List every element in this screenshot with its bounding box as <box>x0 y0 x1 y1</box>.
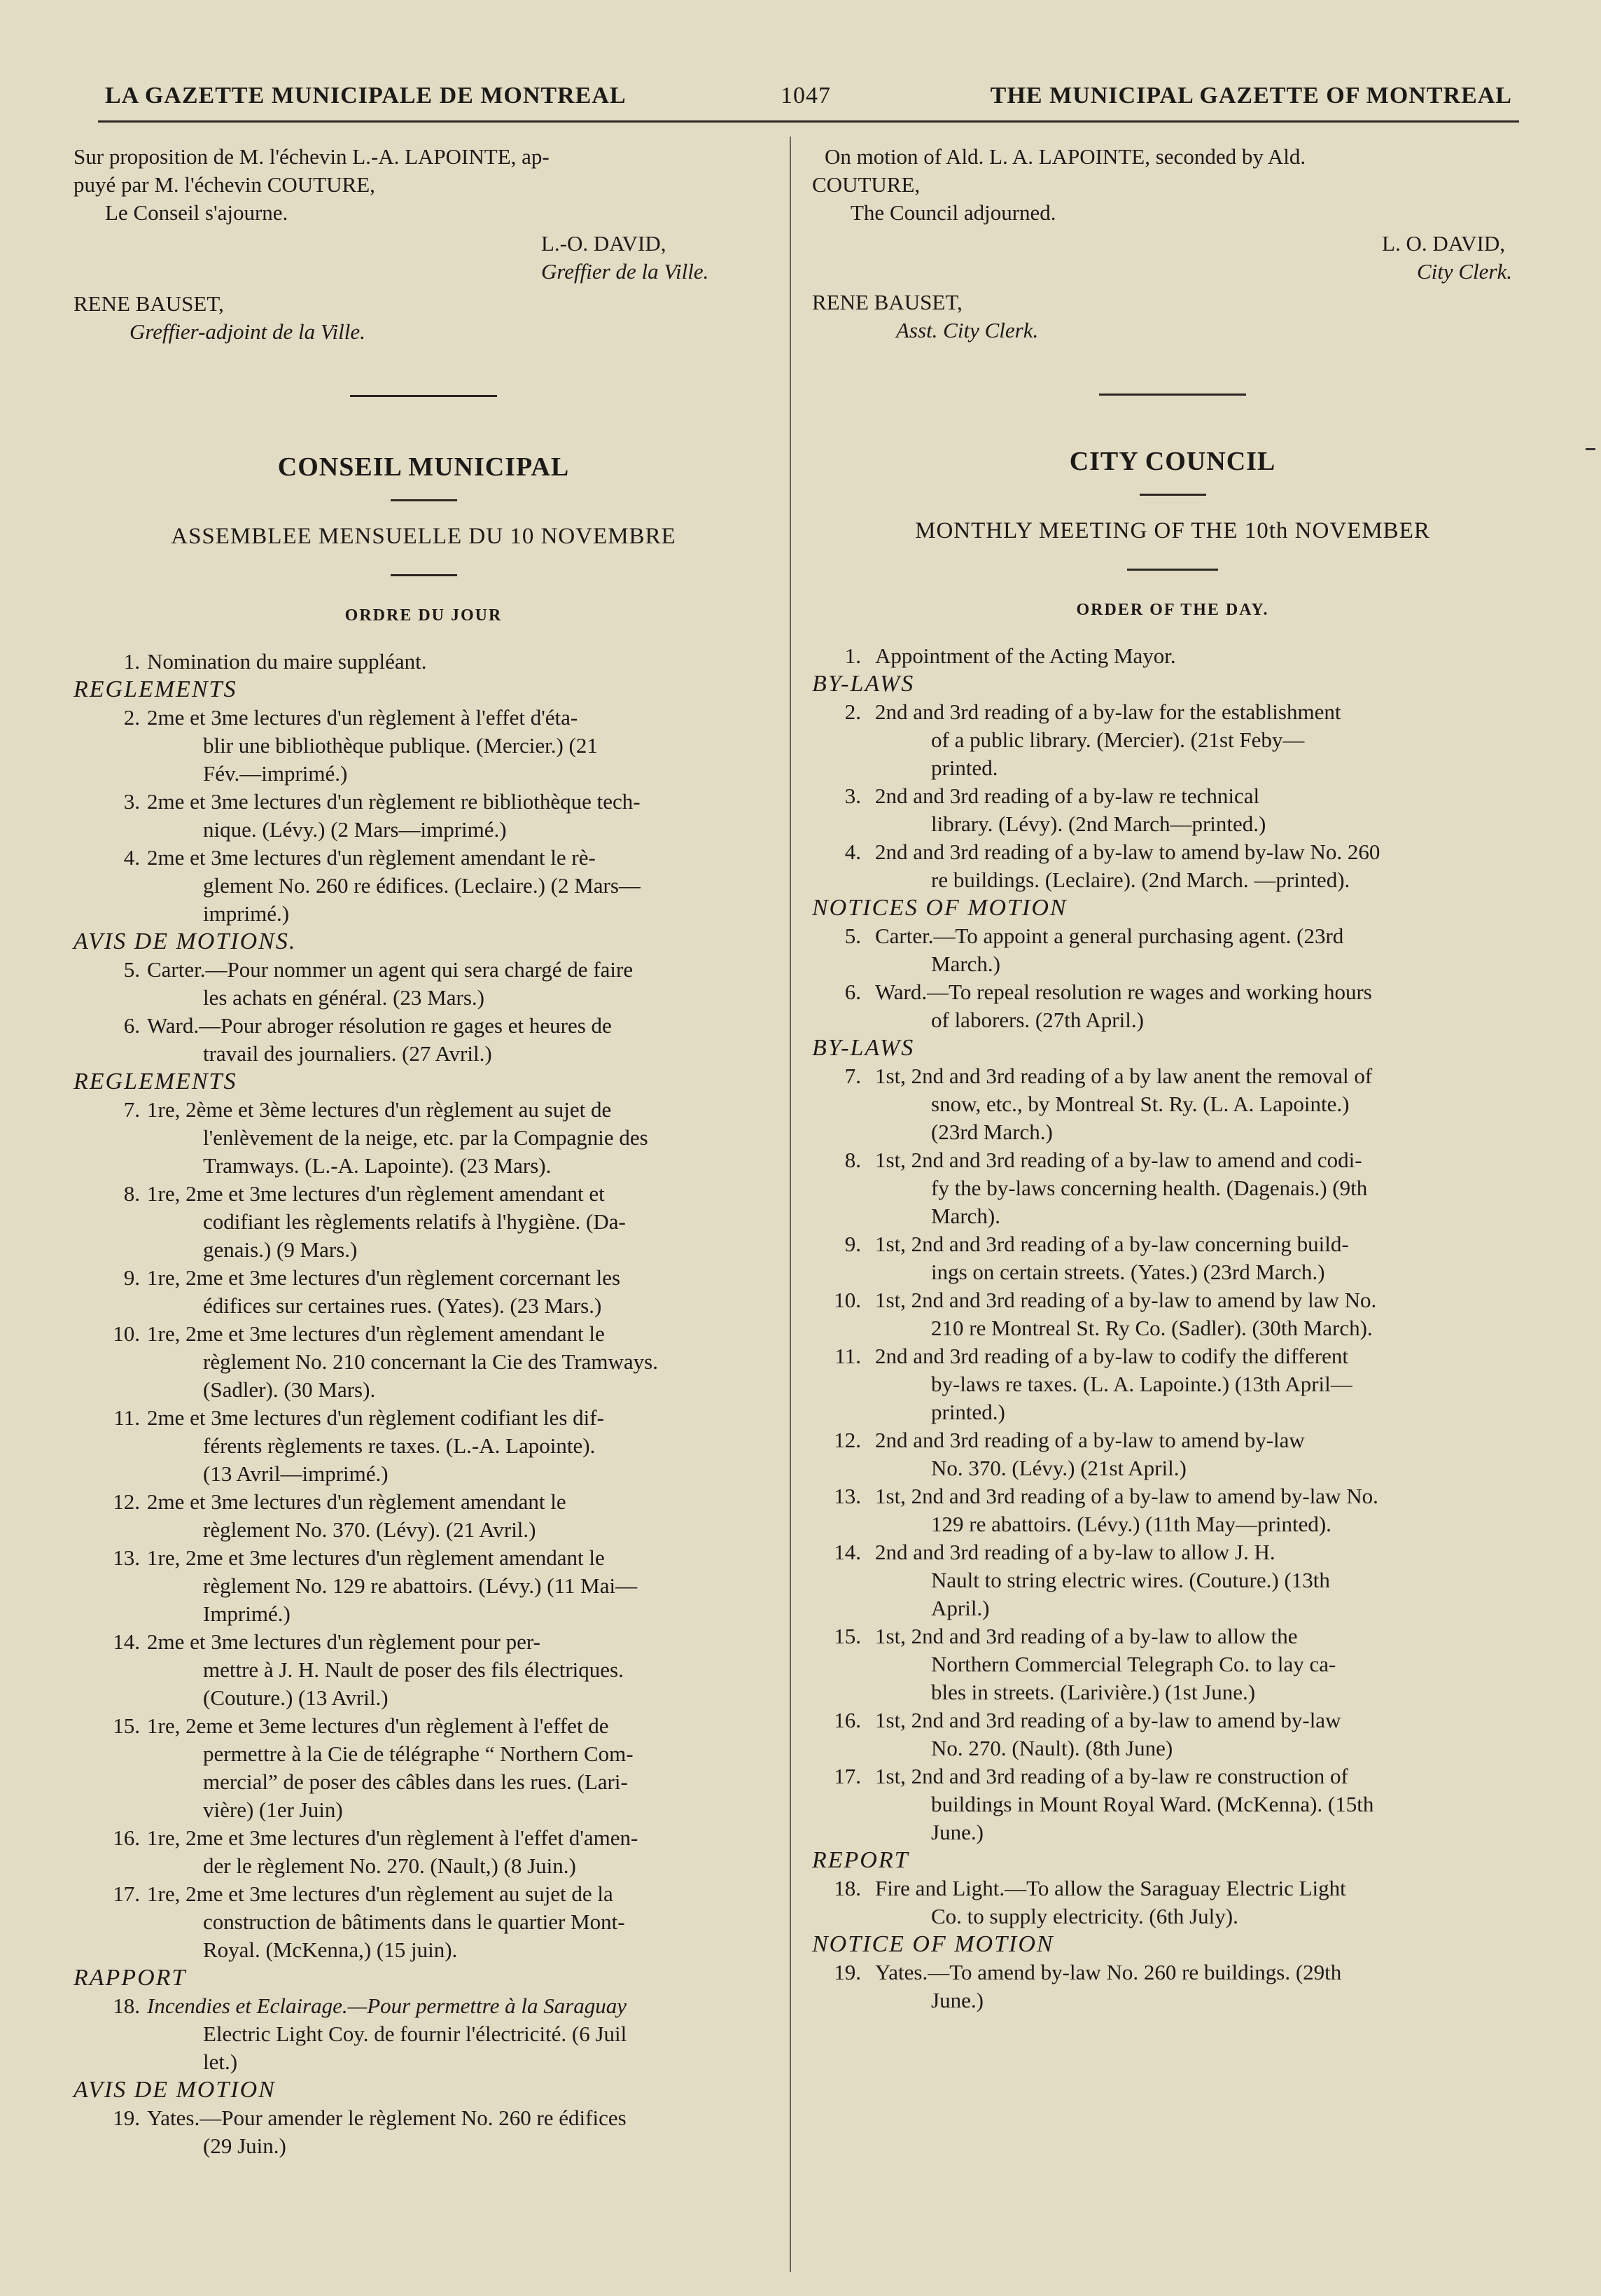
en-separator-1 <box>1099 394 1246 396</box>
agenda-item: 18. Fire and Light.—To allow the Saraguay Electric Light Co. to supply electricity. (6th July). <box>834 1876 1346 1928</box>
agenda-item: 10. 1st, 2nd and 3rd reading of a by-law to amend by law No. 210 re Montreal St. Ry Co. (Sadler). (30th March). <box>834 1288 1377 1340</box>
fr-council-title: CONSEIL MUNICIPAL <box>277 452 570 482</box>
agenda-item: 5. Carter.—To appoint a general purchasing agent. (23rd March.) <box>844 924 1344 976</box>
en-section-bylaws: BY-LAWS <box>812 671 915 697</box>
fr-clerk-title: Greffier de la Ville. <box>541 259 709 284</box>
en-asst-clerk-name: RENE BAUSET, <box>812 290 963 314</box>
agenda-item: 16. 1re, 2me et 3me lectures d'un règlement à l'effet d'amen- der le règlement No. 270. (Nault,) (8 Juin.) <box>113 1825 638 1878</box>
en-clerk-name: L. O. DAVID, <box>1382 231 1505 256</box>
agenda-item: 19. Yates.—To amend by-law No. 260 re buildings. (29th June.) <box>834 1960 1342 2012</box>
fr-separator-1 <box>350 395 497 397</box>
agenda-item: 6. Ward.—To repeal resolution re wages and working hours of laborers. (27th April.) <box>844 980 1372 1032</box>
agenda-item: 3. 2me et 3me lectures d'un règlement re bibliothèque tech- nique. (Lévy.) (2 Mars—imprimé.) <box>123 789 641 842</box>
edge-mark <box>1586 448 1595 450</box>
agenda-item: 14. 2nd and 3rd reading of a by-law to allow J. H. Nault to string electric wires. (Couture.) (13th April.) <box>834 1540 1330 1620</box>
agenda-item: 2. 2me et 3me lectures d'un règlement à l'effet d'éta- blir une bibliothèque publique. (Mercier.) (21 Fév.—imprimé.) <box>123 705 598 786</box>
fr-section-avis: AVIS DE MOTIONS. <box>74 928 297 954</box>
agenda-item: 1. Appointment of the Acting Mayor. <box>844 643 1176 668</box>
en-council-title: CITY COUNCIL <box>1069 447 1276 476</box>
agenda-item: 10. 1re, 2me et 3me lectures d'un règlement amendant le règlement No. 210 concernant la Cie des Tramways. (Sadler). (30 Mars). <box>113 1321 658 1402</box>
en-agenda <box>812 642 1533 2015</box>
agenda-item: 13. 1re, 2me et 3me lectures d'un règlement amendant le règlement No. 129 re abattoirs. (Lévy.) (11 Mai— Imprimé.) <box>113 1545 638 1626</box>
agenda-item: 7. 1st, 2nd and 3rd reading of a by law anent the removal of snow, etc., by Montreal St. Ry. (L. A. Lapointe.) (23rd March.) <box>844 1064 1373 1144</box>
agenda-item: 7. 1re, 2ème et 3ème lectures d'un règlement au sujet de l'enlèvement de la neige, etc. par la Compagnie des Tramways. (L.-A. Lapointe). (23 Mars). <box>123 1097 648 1178</box>
fr-order-of-day: ORDRE DU JOUR <box>344 606 503 625</box>
agenda-item: 4. 2me et 3me lectures d'un règlement amendant le rè- glement No. 260 re édifices. (Leclaire.) (2 Mars— imprimé.) <box>123 845 641 926</box>
agenda-item: 1. Nomination du maire suppléant. <box>123 649 427 674</box>
agenda-item: 9. 1st, 2nd and 3rd reading of a by-law concerning build- ings on certain streets. (Yates.) (23rd March.) <box>844 1232 1349 1284</box>
en-section-bylaws-2: BY-LAWS <box>812 1035 915 1061</box>
french-column <box>74 140 774 2160</box>
agenda-item: 17. 1re, 2me et 3me lectures d'un règlement au sujet de la construction de bâtiments dans le quartier Mont- Royal. (McKenna,) (15 juin). <box>113 1881 625 1962</box>
agenda-item: 14. 2me et 3me lectures d'un règlement pour per- mettre à J. H. Nault de poser des fils électriques. (Couture.) (13 Avril.) <box>113 1629 624 1710</box>
en-intro-line-1: On motion of Ald. L. A. LAPOINTE, seconded by Ald. <box>825 144 1306 169</box>
agenda-item: 2. 2nd and 3rd reading of a by-law for the establishment of a public library. (Mercier). (21st Feby— printed. <box>844 700 1341 780</box>
agenda-item: 17. 1st, 2nd and 3rd reading of a by-law re construction of buildings in Mount Royal Ward. (McKenna). (15th June.) <box>834 1764 1374 1844</box>
fr-section-rapport: RAPPORT <box>74 1965 187 1991</box>
fr-section-reglements-2: REGLEMENTS <box>74 1069 237 1094</box>
agenda-item: 12. 2nd and 3rd reading of a by-law to amend by-law No. 370. (Lévy.) (21st April.) <box>834 1428 1305 1480</box>
agenda-item: 19. Yates.—Pour amender le règlement No. 260 re édifices (29 Juin.) <box>113 2106 627 2158</box>
fr-separator-2 <box>391 499 457 501</box>
agenda-item: 4. 2nd and 3rd reading of a by-law to amend by-law No. 260 re buildings. (Leclaire). (2nd March. —printed). <box>844 840 1380 892</box>
fr-asst-clerk-title: Greffier-adjoint de la Ville. <box>130 319 365 344</box>
fr-clerk-name: L.-O. DAVID, <box>541 231 666 256</box>
en-intro-line-3: The Council adjourned. <box>851 200 1056 225</box>
page-header <box>105 78 1512 113</box>
agenda-item: 8. 1re, 2me et 3me lectures d'un règlement amendant et codifiant les règlements relatifs à l'hygiène. (Da- genais.) (9 Mars.) <box>123 1181 626 1262</box>
fr-intro-line-3: Le Conseil s'ajourne. <box>105 200 288 225</box>
header-rule <box>98 120 1519 123</box>
agenda-item: 12. 2me et 3me lectures d'un règlement amendant le règlement No. 370. (Lévy). (21 Avril.) <box>113 1489 566 1542</box>
fr-meeting-subtitle: ASSEMBLEE MENSUELLE DU 10 NOVEMBRE <box>171 524 676 549</box>
agenda-item: 11. 2nd and 3rd reading of a by-law to codify the different by-laws re taxes. (L. A. Lapointe.) (13th April— printed.) <box>834 1344 1352 1424</box>
agenda-item: 6. Ward.—Pour abroger résolution re gages et heures de travail des journaliers. (27 Avril.) <box>123 1013 612 1066</box>
en-intro-line-2: COUTURE, <box>812 172 921 197</box>
agenda-item: 16. 1st, 2nd and 3rd reading of a by-law to amend by-law No. 270. (Nault). (8th June) <box>834 1708 1341 1760</box>
en-asst-clerk-title: Asst. City Clerk. <box>896 318 1039 342</box>
fr-agenda <box>74 648 774 2160</box>
en-separator-3 <box>1127 569 1218 571</box>
fr-asst-clerk-name: RENE BAUSET, <box>74 291 224 316</box>
agenda-item: 18. Incendies et Eclairage.—Pour permettre à la Saraguay Electric Light Coy. de fournir l'électricité. (6 Juil let.) <box>113 1994 627 2074</box>
en-order-of-day: ORDER OF THE DAY. <box>1076 601 1269 619</box>
en-meeting-subtitle: MONTHLY MEETING OF THE 10th NOVEMBER <box>915 518 1430 543</box>
agenda-item: 15. 1st, 2nd and 3rd reading of a by-law to allow the Northern Commercial Telegraph Co. to lay ca- bles in streets. (Larivière.) (1st June.) <box>834 1624 1336 1704</box>
en-clerk-title: City Clerk. <box>1416 259 1512 284</box>
agenda-item: 9. 1re, 2me et 3me lectures d'un règlement corcernant les édifices sur certaines rues. (Yates). (23 Mars.) <box>123 1265 621 1318</box>
header-right-title: THE MUNICIPAL GAZETTE OF MONTREAL <box>990 83 1512 109</box>
fr-section-avis-2: AVIS DE MOTION <box>74 2077 276 2103</box>
agenda-item: 13. 1st, 2nd and 3rd reading of a by-law to amend by-law No. 129 re abattoirs. (Lévy.) (11th May—printed). <box>834 1484 1378 1536</box>
en-section-notices: NOTICES OF MOTION <box>812 895 1068 921</box>
page-number: 1047 <box>781 83 831 109</box>
header-left-title: LA GAZETTE MUNICIPALE DE MONTREAL <box>105 83 627 109</box>
agenda-item: 15. 1re, 2eme et 3eme lectures d'un règlement à l'effet de permettre à la Cie de télégraphe “ Northern Com- mercial” de poser des câbles dans les rues. (Lari- vière) (1er Juin) <box>113 1713 634 1822</box>
english-column <box>812 140 1533 2015</box>
column-divider <box>790 137 791 2272</box>
fr-intro-line-2: puyé par M. l'échevin COUTURE, <box>74 172 375 197</box>
en-section-notice: NOTICE OF MOTION <box>812 1931 1054 1957</box>
agenda-item: 8. 1st, 2nd and 3rd reading of a by-law to amend and codi- fy the by-laws concerning health. (Dagenais.) (9th March). <box>844 1148 1368 1228</box>
fr-intro-line-1: Sur proposition de M. l'échevin L.-A. LAPOINTE, ap- <box>74 144 550 169</box>
agenda-item: 3. 2nd and 3rd reading of a by-law re technical library. (Lévy). (2nd March—printed.) <box>844 784 1266 836</box>
en-separator-2 <box>1140 494 1206 496</box>
fr-section-reglements: REGLEMENTS <box>74 676 237 702</box>
fr-separator-3 <box>391 574 457 576</box>
agenda-item: 5. Carter.—Pour nommer un agent qui sera chargé de faire les achats en général. (23 Mars.) <box>123 957 634 1010</box>
agenda-item: 11. 2me et 3me lectures d'un règlement codifiant les dif- férents règlements re taxes. (L.-A. Lapointe). (13 Avril—imprimé.) <box>113 1405 604 1486</box>
en-section-report: REPORT <box>812 1847 909 1873</box>
